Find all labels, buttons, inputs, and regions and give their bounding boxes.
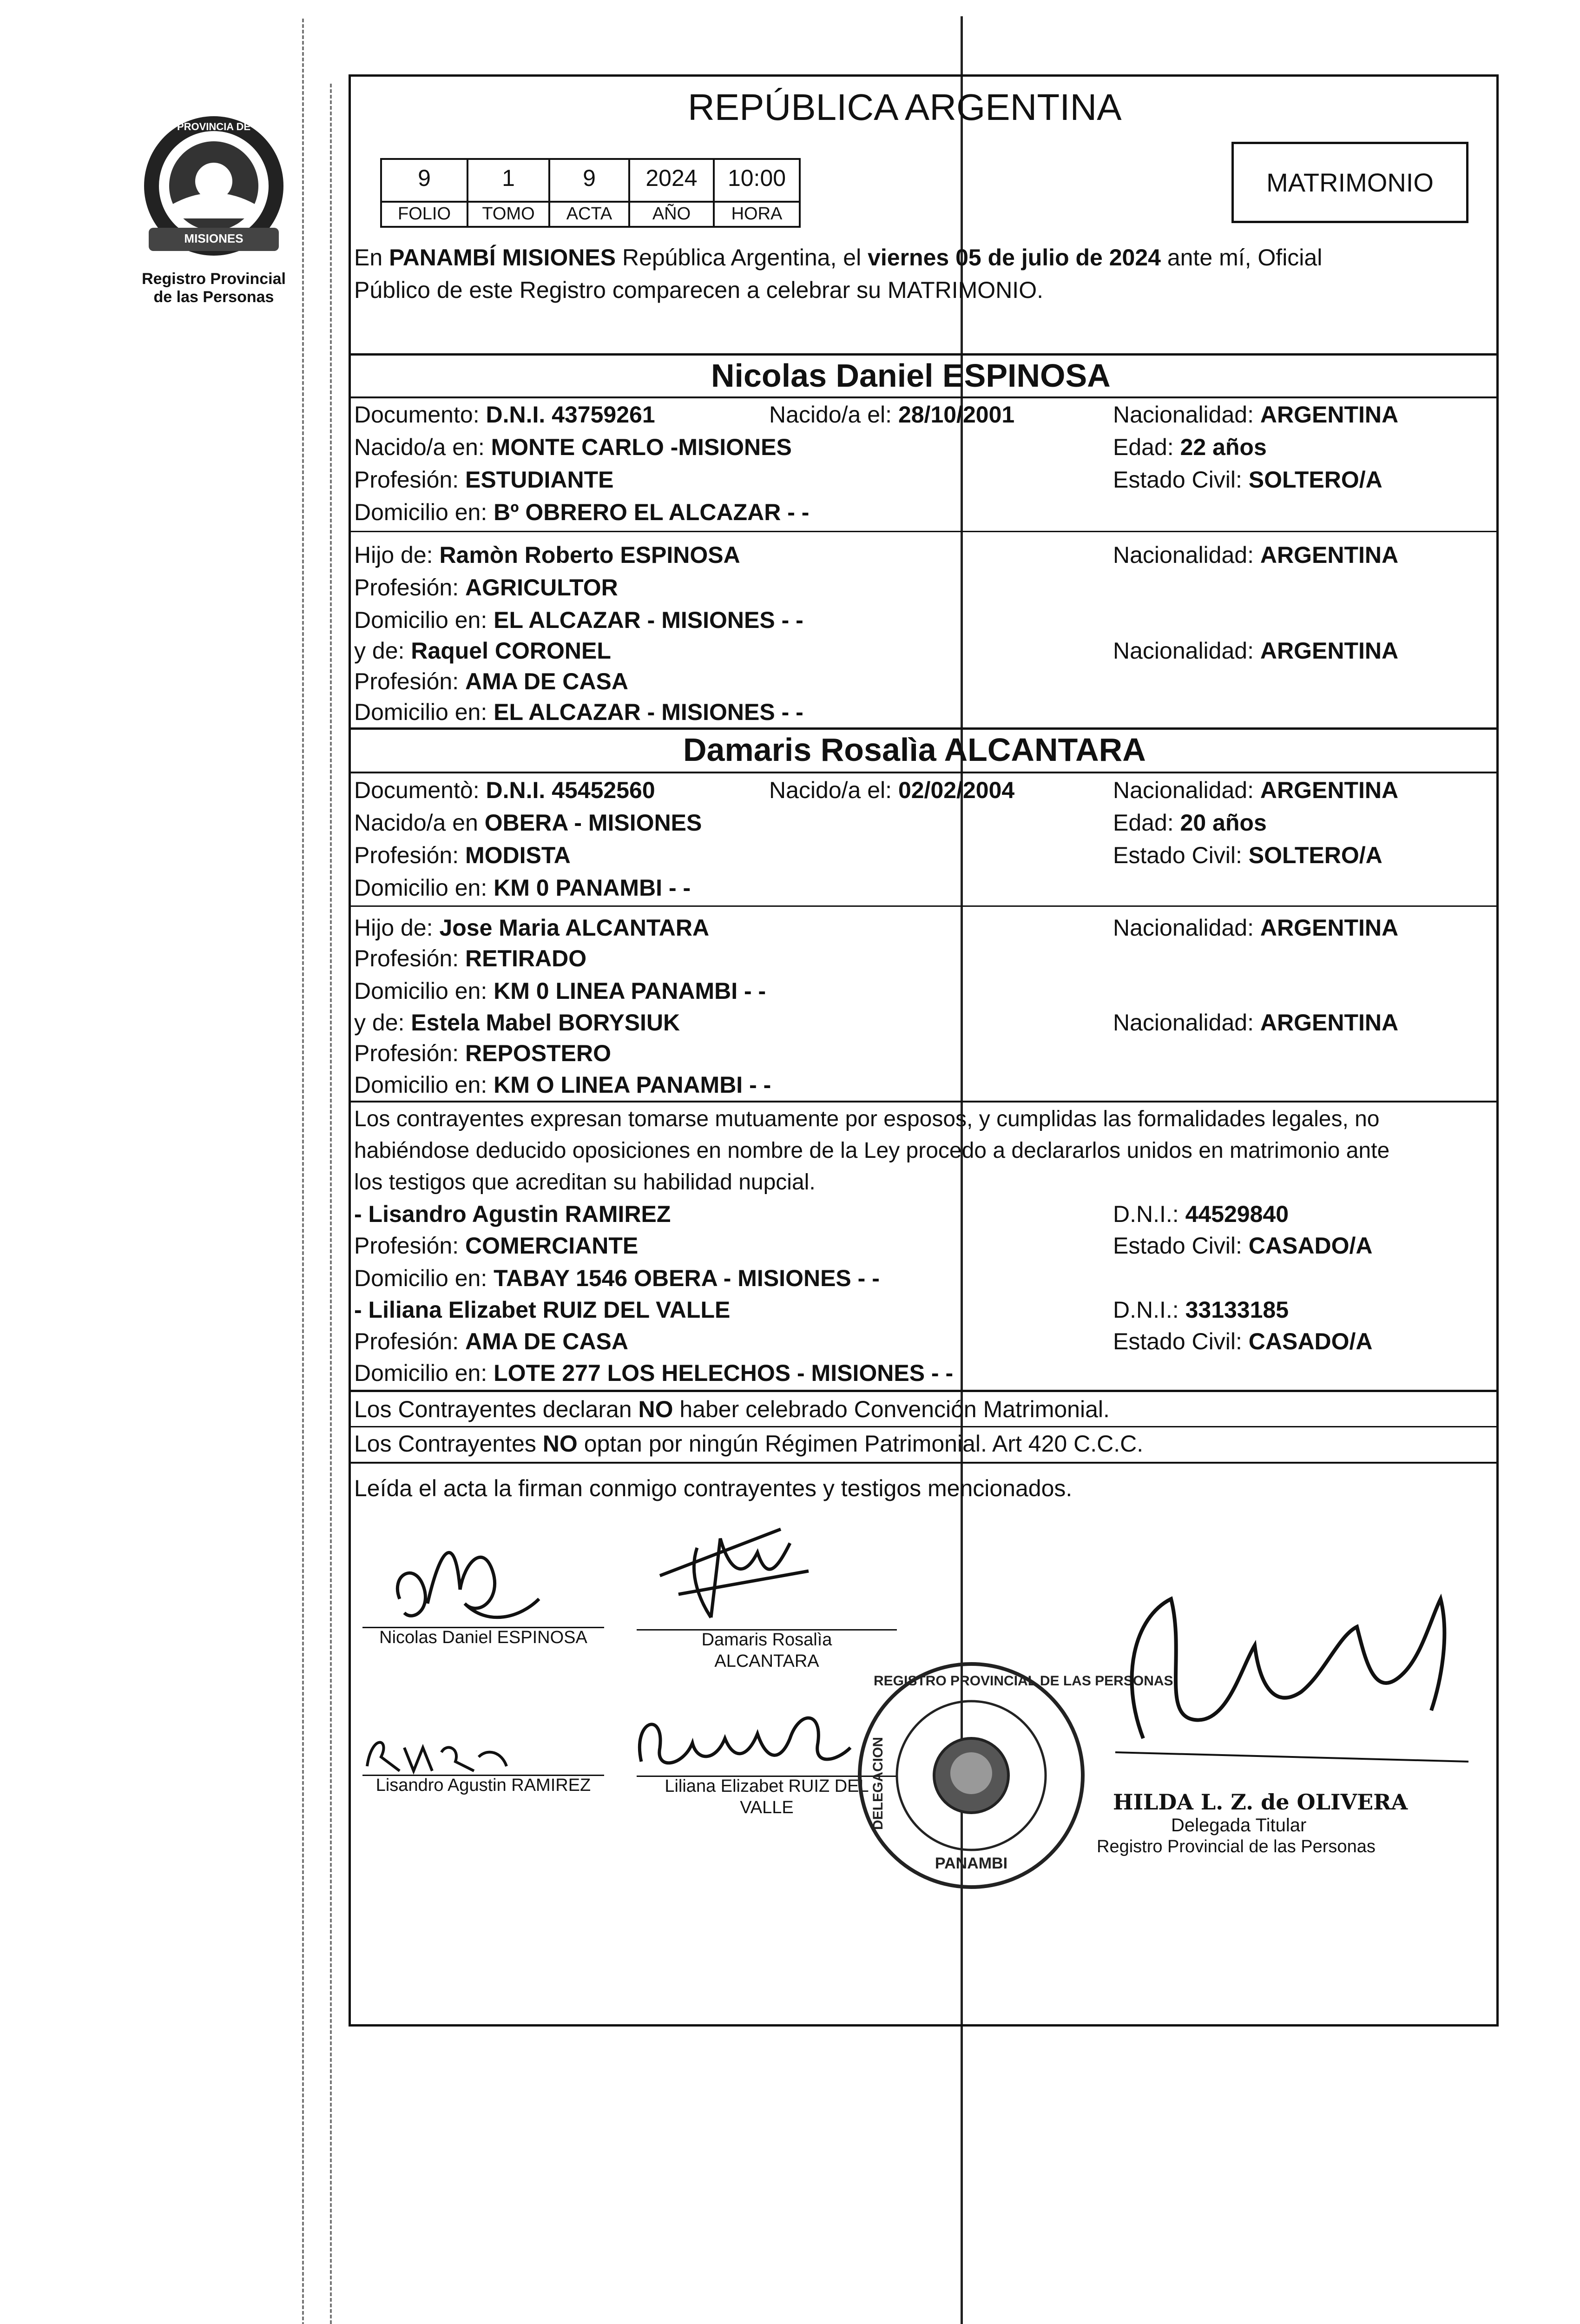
divider-3 (349, 531, 1499, 532)
stamp-text-left: DELEGACION (870, 1736, 886, 1830)
groom-profession: Profesión: ESTUDIANTE (354, 467, 614, 493)
witness-2-name: - Liliana Elizabet RUIZ DEL VALLE (354, 1297, 731, 1323)
closing-text: Leída el acta la firman conmigo contrayentes y testigos mencionados. (354, 1475, 1073, 1501)
box-hora: 10:00 HORA (713, 158, 801, 228)
signature-label-witness1: Lisandro Agustin RAMIREZ (375, 1776, 591, 1795)
divider-7 (349, 1101, 1499, 1103)
bride-civil-status: Estado Civil: SOLTERO/A (1113, 842, 1382, 868)
box-anio: 2024 AÑO (628, 158, 715, 228)
groom-born: Nacido/a el: 28/10/2001 (769, 402, 1015, 428)
witness-2-address: Domicilio en: LOTE 277 LOS HELECHOS - MISIONES - - (354, 1360, 954, 1386)
officer-name: HILDA L. Z. de OLIVERA (1113, 1789, 1408, 1815)
bride-nationality: Nacionalidad: ARGENTINA (1113, 777, 1399, 803)
bride-father: Hijo de: Jose Maria ALCANTARA (354, 915, 710, 941)
signature-witness2-icon (627, 1692, 860, 1780)
logo-caption-1: Registro Provincial (142, 270, 286, 288)
groom-address: Domicilio en: Bº OBRERO EL ALCAZAR - - (354, 499, 810, 525)
groom-age: Edad: 22 años (1113, 434, 1267, 460)
intro-line-2: Público de este Registro comparecen a celebrar su MATRIMONIO. (354, 277, 1043, 303)
officer-title: Delegada Titular (1171, 1815, 1307, 1835)
box-tomo: 1 TOMO (467, 158, 550, 228)
signature-label-bride-2: ALCANTARA (714, 1651, 819, 1671)
groom-father-address: Domicilio en: EL ALCAZAR - MISIONES - - (354, 607, 803, 633)
witness-1-name: - Lisandro Agustin RAMIREZ (354, 1201, 671, 1227)
groom-nationality: Nacionalidad: ARGENTINA (1113, 402, 1399, 428)
declaration-line-3: los testigos que acreditan su habilidad nupcial. (354, 1170, 816, 1195)
convention-line-2: Los Contrayentes NO optan por ningún Régimen Patrimonial. Art 420 C.C.C. (354, 1431, 1144, 1457)
bride-profession: Profesión: MODISTA (354, 842, 571, 868)
groom-father-profession: Profesión: AGRICULTOR (354, 574, 618, 601)
bride-father-address: Domicilio en: KM 0 LINEA PANAMBI - - (354, 978, 766, 1004)
signature-groom-icon (372, 1506, 604, 1636)
divider-5 (349, 772, 1499, 773)
margin-dash-left (302, 19, 304, 2324)
groom-mother-profession: Profesión: AMA DE CASA (354, 668, 628, 694)
bride-doc: Documentò: D.N.I. 45452560 (354, 777, 655, 803)
logo-seal-text-bottom: MISIONES (184, 231, 244, 245)
stamp-text-bottom: PANAMBI (935, 1855, 1008, 1872)
acta-boxes (380, 158, 801, 228)
convention-line-1: Los Contrayentes declaran NO haber celebrado Convención Matrimonial. (354, 1396, 1110, 1422)
bride-mother: y de: Estela Mabel BORYSIUK (354, 1010, 680, 1036)
groom-mother: y de: Raquel CORONEL (354, 638, 611, 664)
bride-name: Damaris Rosalìa ALCANTARA (683, 732, 1146, 768)
officer-org: Registro Provincial de las Personas (1097, 1837, 1376, 1856)
country-title: REPÚBLICA ARGENTINA (688, 86, 1122, 128)
bride-born: Nacido/a el: 02/02/2004 (769, 777, 1015, 803)
bride-mother-nationality: Nacionalidad: ARGENTINA (1113, 1010, 1399, 1036)
signature-label-witness2-1: Liliana Elizabet RUIZ DEL (665, 1776, 869, 1796)
groom-father: Hijo de: Ramòn Roberto ESPINOSA (354, 542, 740, 568)
doc-type: MATRIMONIO (1266, 168, 1434, 197)
groom-name: Nicolas Daniel ESPINOSA (711, 357, 1111, 394)
witness-2-dni: D.N.I.: 33133185 (1113, 1297, 1289, 1323)
witness-2-civil-status: Estado Civil: CASADO/A (1113, 1328, 1373, 1354)
signature-bride-icon (641, 1501, 836, 1641)
groom-father-nationality: Nacionalidad: ARGENTINA (1113, 542, 1399, 568)
intro-line-1: En PANAMBÍ MISIONES República Argentina, el viernes 05 de julio de 2024 ante mí, Oficial (354, 244, 1323, 271)
signature-witness1-icon (362, 1729, 516, 1780)
groom-mother-address: Domicilio en: EL ALCAZAR - MISIONES - - (354, 699, 803, 725)
signature-label-groom: Nicolas Daniel ESPINOSA (379, 1628, 587, 1647)
bride-birthplace: Nacido/a en OBERA - MISIONES (354, 810, 702, 836)
divider-10 (349, 1462, 1499, 1464)
declaration-line-2: habiéndose deducido oposiciones en nombre de la Ley procedo a declararlos unidos en matrimonio ante (354, 1138, 1390, 1163)
logo-caption-2: de las Personas (153, 288, 274, 306)
groom-birthplace: Nacido/a en: MONTE CARLO -MISIONES (354, 434, 792, 460)
witness-1-profession: Profesión: COMERCIANTE (354, 1233, 639, 1259)
box-acta: 9 ACTA (548, 158, 630, 228)
stamp-text-top: REGISTRO PROVINCIAL DE LAS PERSONAS (874, 1673, 1173, 1689)
bride-address: Domicilio en: KM 0 PANAMBI - - (354, 875, 691, 901)
bride-father-profession: Profesión: RETIRADO (354, 945, 587, 971)
divider-2 (349, 396, 1499, 398)
logo (135, 112, 293, 306)
divider-6 (349, 905, 1499, 907)
divider-9 (349, 1426, 1499, 1427)
witness-2-profession: Profesión: AMA DE CASA (354, 1328, 628, 1354)
signature-officer-icon (1106, 1562, 1478, 1776)
witness-1-address: Domicilio en: TABAY 1546 OBERA - MISIONES - - (354, 1265, 880, 1291)
bride-father-nationality: Nacionalidad: ARGENTINA (1113, 915, 1399, 941)
bride-mother-address: Domicilio en: KM O LINEA PANAMBI - - (354, 1072, 771, 1098)
witness-1-civil-status: Estado Civil: CASADO/A (1113, 1233, 1373, 1259)
witness-1-dni: D.N.I.: 44529840 (1113, 1201, 1289, 1227)
logo-seal-text-top: PROVINCIA DE (177, 121, 251, 132)
declaration-line-1: Los contrayentes expresan tomarse mutuamente por esposos, y cumplidas las formalidades legales, no (354, 1107, 1380, 1131)
bride-age: Edad: 20 años (1113, 810, 1267, 836)
doc-type-box (1231, 142, 1468, 223)
box-folio: 9 FOLIO (380, 158, 468, 228)
signature-label-witness2-2: VALLE (740, 1798, 794, 1817)
groom-civil-status: Estado Civil: SOLTERO/A (1113, 467, 1382, 493)
divider-8 (349, 1390, 1499, 1392)
groom-doc: Documento: D.N.I. 43759261 (354, 402, 655, 428)
bride-mother-profession: Profesión: REPOSTERO (354, 1040, 611, 1066)
signature-label-bride-1: Damaris Rosalìa (701, 1630, 832, 1650)
margin-dash-left-2 (330, 84, 332, 2324)
groom-mother-nationality: Nacionalidad: ARGENTINA (1113, 638, 1399, 664)
